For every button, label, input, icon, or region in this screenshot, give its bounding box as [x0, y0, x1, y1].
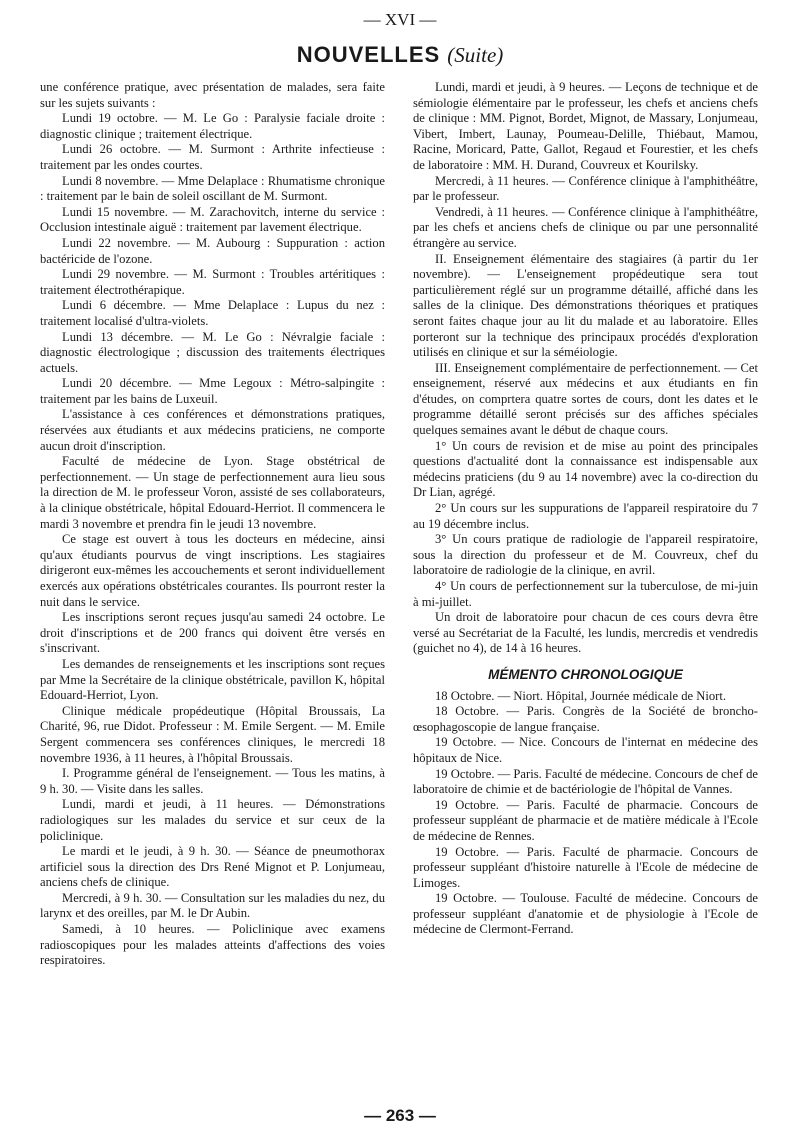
paragraph: Un droit de laboratoire pour chacun de ces cours devra être versé au Secrétariat de la Faculté, les lundis, mercredis et vendredis (guichet no 4), de 14 à 16 heures. [413, 610, 758, 656]
paragraph: II. Enseignement élémentaire des stagiaires (à partir du 1er novembre). — L'enseignement propédeutique sera tout particulièrement réglé sur un programme détaillé, affiché dans les salles de la clinique. Des démonstrations théoriques et pratiques seront faites chaque jour au lit du malade et au laboratoire. Elles porteront sur la technique des principaux procédés d'exploration utilisés en clinique et sur la séméiologie. [413, 251, 758, 360]
paragraph: Les inscriptions seront reçues jusqu'au samedi 24 octobre. Le droit d'inscriptions et de 200 francs qui doivent être versés en s'inscrivant. [40, 610, 385, 656]
paragraph: III. Enseignement complémentaire de perfectionnement. — Cet enseignement, réservé aux médecins et aux étudiants en fin d'études, on comprtera quatre sortes de cours, dont les dates et le programme détaillé seront précisés sur des affiches spéciales quelques semaines avant le début de chaque cours. [413, 360, 758, 438]
paragraph: Lundi, mardi et jeudi, à 9 heures. — Leçons de technique et de sémiologie élémentaire par le professeur, les chefs et anciens chefs de clinique : MM. Pignot, Bordet, Mignot, de Massary, Lonjumeau, Vibert, Imbert, Launay, Poumeau-Delille, Thiébaut, Mamou, Racine, Moricard, Patte, Gallot, Regaud et Fourestier, et les chefs de laboratoire : MM. H. Durand, Couvreux et Kourilsky. [413, 80, 758, 172]
paragraph: Vendredi, à 11 heures. — Conférence clinique à l'amphithéâtre, par les chefs et anciens chefs de clinique ou par une personnalité étrangère au service. [413, 204, 758, 250]
paragraph: 1° Un cours de revision et de mise au point des principales questions d'actualité dont la connaissance est indispensable aux médecins praticiens (du 9 au 14 novembre) avec la co-direction du Dr Lian, agrégé. [413, 438, 758, 500]
title-main: NOUVELLES [296, 42, 441, 67]
paragraph: Faculté de médecine de Lyon. Stage obstétrical de perfectionnement. — Un stage de perfectionnement aura lieu sous la direction de M. le professeur Voron, assisté de ses collaborateurs, à la clinique obstétricale, hôpital Edouard-Herriot. Il commencera le mardi 3 novembre et prendra fin le jeudi 13 novembre. [40, 454, 385, 531]
paragraph: Lundi 20 décembre. — Mme Legoux : Métro-salpingite : traitement par les bains de Luxeuil. [40, 376, 385, 406]
paragraph: Les demandes de renseignements et les inscriptions sont reçues par Mme la Secrétaire de la clinique obstétricale, pavillon K, hôpital Edouard-Herriot, Lyon. [40, 656, 385, 703]
paragraph: Lundi, mardi et jeudi, à 11 heures. — Démonstrations radiologiques sur les malades du service et sur ceux de la policlinique. [40, 797, 385, 843]
paragraph: Lundi 22 novembre. — M. Aubourg : Suppuration : action bactéricide de l'ozone. [40, 235, 385, 266]
paragraph: Mercredi, à 11 heures. — Conférence clinique à l'amphithéâtre, par le professeur. [413, 173, 758, 204]
paragraph: Lundi 8 novembre. — Mme Delaplace : Rhumatisme chronique : traitement par le bain de soleil oscillant de M. Surmont. [40, 173, 385, 204]
paragraph: Samedi, à 10 heures. — Policlinique avec examens radioscopiques pour les malades atteints d'affections des voies respiratoires. [40, 922, 385, 968]
memento-entry: 19 Octobre. — Toulouse. Faculté de médecine. Concours de professeur suppléant d'anatomie et de physiologie à l'Ecole de médecine de Clermont-Ferrand. [413, 891, 758, 937]
paragraph: une conférence pratique, avec présentation de malades, sera faite sur les sujets suivants : [40, 80, 385, 110]
paragraph: Lundi 6 décembre. — Mme Delaplace : Lupus du nez : traitement localisé d'ultra-violets. [40, 298, 385, 328]
paragraph: Clinique médicale propédeutique (Hôpital Broussais, La Charité, 96, rue Didot. Professeur : M. Emile Sergent. — M. Emile Sergent commencera ses conférences cliniques, le mercredi 18 novembre 1936, à 11 heures, à l'hôpital Broussais. [40, 703, 385, 765]
paragraph: Lundi 13 décembre. — M. Le Go : Névralgie faciale : diagnostic électrologique ; discussion des traitements électriques actuels. [40, 329, 385, 375]
paragraph: 4° Un cours de perfectionnement sur la tuberculose, de mi-juin à mi-juillet. [413, 579, 758, 609]
right-column [413, 80, 758, 938]
memento-title: MÉMENTO CHRONOLOGIQUE [488, 666, 683, 682]
paragraph: Lundi 19 octobre. — M. Le Go : Paralysie faciale droite : diagnostic clinique ; traitement électrique. [40, 111, 385, 141]
paragraph: Lundi 26 octobre. — M. Surmont : Arthrite infectieuse : traitement par les ondes courtes. [40, 142, 385, 172]
page-number: — 263 — [364, 1106, 436, 1125]
paragraph: 2° Un cours sur les suppurations de l'appareil respiratoire du 7 au 19 décembre inclus. [413, 501, 758, 531]
paragraph: Le mardi et le jeudi, à 9 h. 30. — Séance de pneumothorax artificiel sous la direction des Drs René Mignot et P. Lonjumeau, anciens chefs de clinique. [40, 844, 385, 890]
memento-entry: 19 Octobre. — Paris. Faculté de médecine. Concours de chef de laboratoire de chimie et de bactériologie de l'hôpital de Vannes. [413, 766, 758, 797]
memento-entry: 18 Octobre. — Paris. Congrès de la Société de broncho-œsophagoscopie de langue française. [413, 704, 758, 734]
paragraph: Ce stage est ouvert à tous les docteurs en médecine, ainsi qu'aux étudiants pourvus de vingt inscriptions. Les stagiaires dirigeront eux-mêmes les accouchements et seront individuellement exercés aux opérations obstétricales courantes. Ils pourront rester la nuit dans le service. [40, 532, 385, 609]
paragraph: I. Programme général de l'enseignement. — Tous les matins, à 9 h. 30. — Visite dans les salles. [40, 766, 385, 796]
memento-entry: 19 Octobre. — Nice. Concours de l'internat en médecine des hôpitaux de Nice. [413, 735, 758, 765]
paragraph: Lundi 29 novembre. — M. Surmont : Troubles artéritiques : traitement électrothérapique. [40, 267, 385, 297]
paragraph: 3° Un cours pratique de radiologie de l'appareil respiratoire, sous la direction du professeur et de M. Couvreux, chef du laboratoire de radiologie de la clinique, en avril. [413, 532, 758, 578]
roman-page-number: — XVI — [363, 10, 437, 29]
paragraph: Lundi 15 novembre. — M. Zarachovitch, interne du service : Occlusion intestinale aiguë : traitement par lavement électrique. [40, 204, 385, 235]
memento-entry: 19 Octobre. — Paris. Faculté de pharmacie. Concours de professeur suppléant d'histoire naturelle à l'Ecole de médecine de Limoges. [413, 844, 758, 890]
paragraph: L'assistance à ces conférences et démonstrations pratiques, réservées aux étudiants et aux médecins praticiens, ne comporte aucun droit d'inscription. [40, 407, 385, 453]
left-column [40, 80, 385, 969]
paragraph: Mercredi, à 9 h. 30. — Consultation sur les maladies du nez, du larynx et des oreilles, par M. le Dr Aubin. [40, 890, 385, 921]
page-title [0, 42, 800, 68]
memento-entry: 19 Octobre. — Paris. Faculté de pharmacie. Concours de professeur suppléant de pharmacie et de matière médicale à l'Ecole de médecine de Rennes. [413, 797, 758, 843]
memento-entry: 18 Octobre. — Niort. Hôpital, Journée médicale de Niort. [435, 688, 726, 703]
title-suffix: (Suite) [447, 43, 504, 67]
